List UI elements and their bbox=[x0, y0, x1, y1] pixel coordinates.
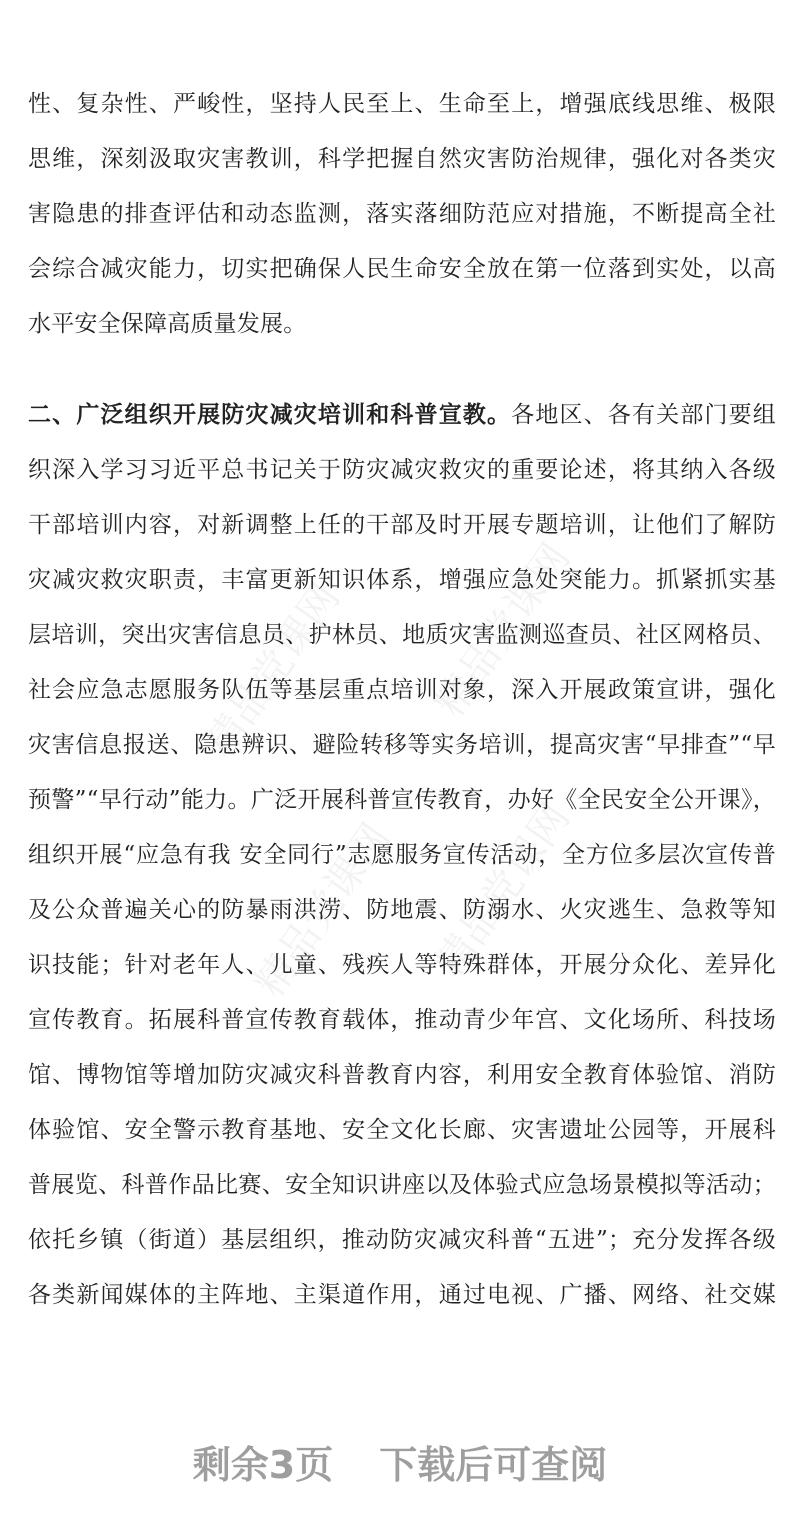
paragraph2-line-1 bbox=[28, 397, 776, 433]
download-to-view-label: 下载后可查阅 bbox=[379, 1443, 608, 1487]
watermark: 精品党课网 bbox=[246, 815, 400, 1006]
watermark: 精品党课网 bbox=[426, 795, 580, 986]
paragraph1-line-1: 性、复杂性、严峻性，坚持人民至上、生命至上，增强底线思维、极限 bbox=[28, 91, 776, 117]
paragraph2-line-15: 普展览、科普作品比赛、安全知识讲座以及体验式应急场景模拟等活动； bbox=[28, 1172, 776, 1198]
paragraph2-line-11: 识技能；针对老年人、儿童、残疾人等特殊群体，开展分众化、差异化 bbox=[28, 952, 776, 978]
paragraph2-line-10: 及公众普遍关心的防暴雨洪涝、防地震、防溺水、火灾逃生、急救等知 bbox=[28, 897, 776, 923]
paragraph1-line-4: 会综合减灾能力，切实把确保人民生命安全放在第一位落到实处，以高 bbox=[28, 256, 776, 282]
paragraph2-line-12: 宣传教育。拓展科普宣传教育载体，推动青少年宫、文化场所、科技场 bbox=[28, 1007, 776, 1033]
paragraph2-line-8: 预警”“早行动”能力。广泛开展科普宣传教育，办好《全民安全公开课》， bbox=[28, 787, 776, 813]
paragraph2-line-7: 灾害信息报送、隐患辨识、避险转移等实务培训，提高灾害“早排查”“早 bbox=[28, 732, 776, 758]
paragraph1-line-5: 水平安全保障高质量发展。 bbox=[28, 311, 307, 337]
watermark: 精品党课网 bbox=[196, 575, 350, 766]
download-prompt[interactable] bbox=[0, 1440, 800, 1490]
watermark: 精品党课网 bbox=[426, 535, 580, 726]
paragraph2-line-13: 馆、博物馆等增加防灾减灾科普教育内容，利用安全教育体验馆、消防 bbox=[28, 1062, 776, 1088]
paragraph2-line-3: 干部培训内容，对新调整上任的干部及时开展专题培训，让他们了解防 bbox=[28, 512, 776, 538]
remaining-pages-label: 剩余3页 bbox=[192, 1443, 334, 1487]
paragraph2-line-4: 灾减灾救灾职责，丰富更新知识体系，增强应急处突能力。抓紧抓实基 bbox=[28, 567, 776, 593]
paragraph2-line-5: 层培训，突出灾害信息员、护林员、地质灾害监测巡查员、社区网格员、 bbox=[28, 622, 776, 648]
paragraph1-line-3: 害隐患的排查评估和动态监测，落实落细防范应对措施，不断提高全社 bbox=[28, 201, 776, 227]
paragraph2-line-14: 体验馆、安全警示教育基地、安全文化长廊、灾害遗址公园等，开展科 bbox=[28, 1117, 776, 1143]
section-heading: 二、广泛组织开展防灾减灾培训和科普宣教。 bbox=[28, 402, 512, 428]
paragraph2-line-17: 各类新闻媒体的主阵地、主渠道作用，通过电视、广播、网络、社交媒 bbox=[28, 1282, 776, 1308]
paragraph2-line-9: 组织开展“应急有我 安全同行”志愿服务宣传活动，全方位多层次宣传普 bbox=[28, 842, 776, 868]
paragraph1-line-2: 思维，深刻汲取灾害教训，科学把握自然灾害防治规律，强化对各类灾 bbox=[28, 146, 776, 172]
paragraph2-line-16: 依托乡镇（街道）基层组织，推动防灾减灾科普“五进”；充分发挥各级 bbox=[28, 1227, 776, 1253]
paragraph2-line-6: 社会应急志愿服务队伍等基层重点培训对象，深入开展政策宣讲，强化 bbox=[28, 677, 776, 703]
paragraph2-line-1-rest: 各地区、各有关部门要组 bbox=[511, 402, 776, 428]
paragraph2-line-2: 织深入学习习近平总书记关于防灾减灾救灾的重要论述，将其纳入各级 bbox=[28, 457, 776, 483]
